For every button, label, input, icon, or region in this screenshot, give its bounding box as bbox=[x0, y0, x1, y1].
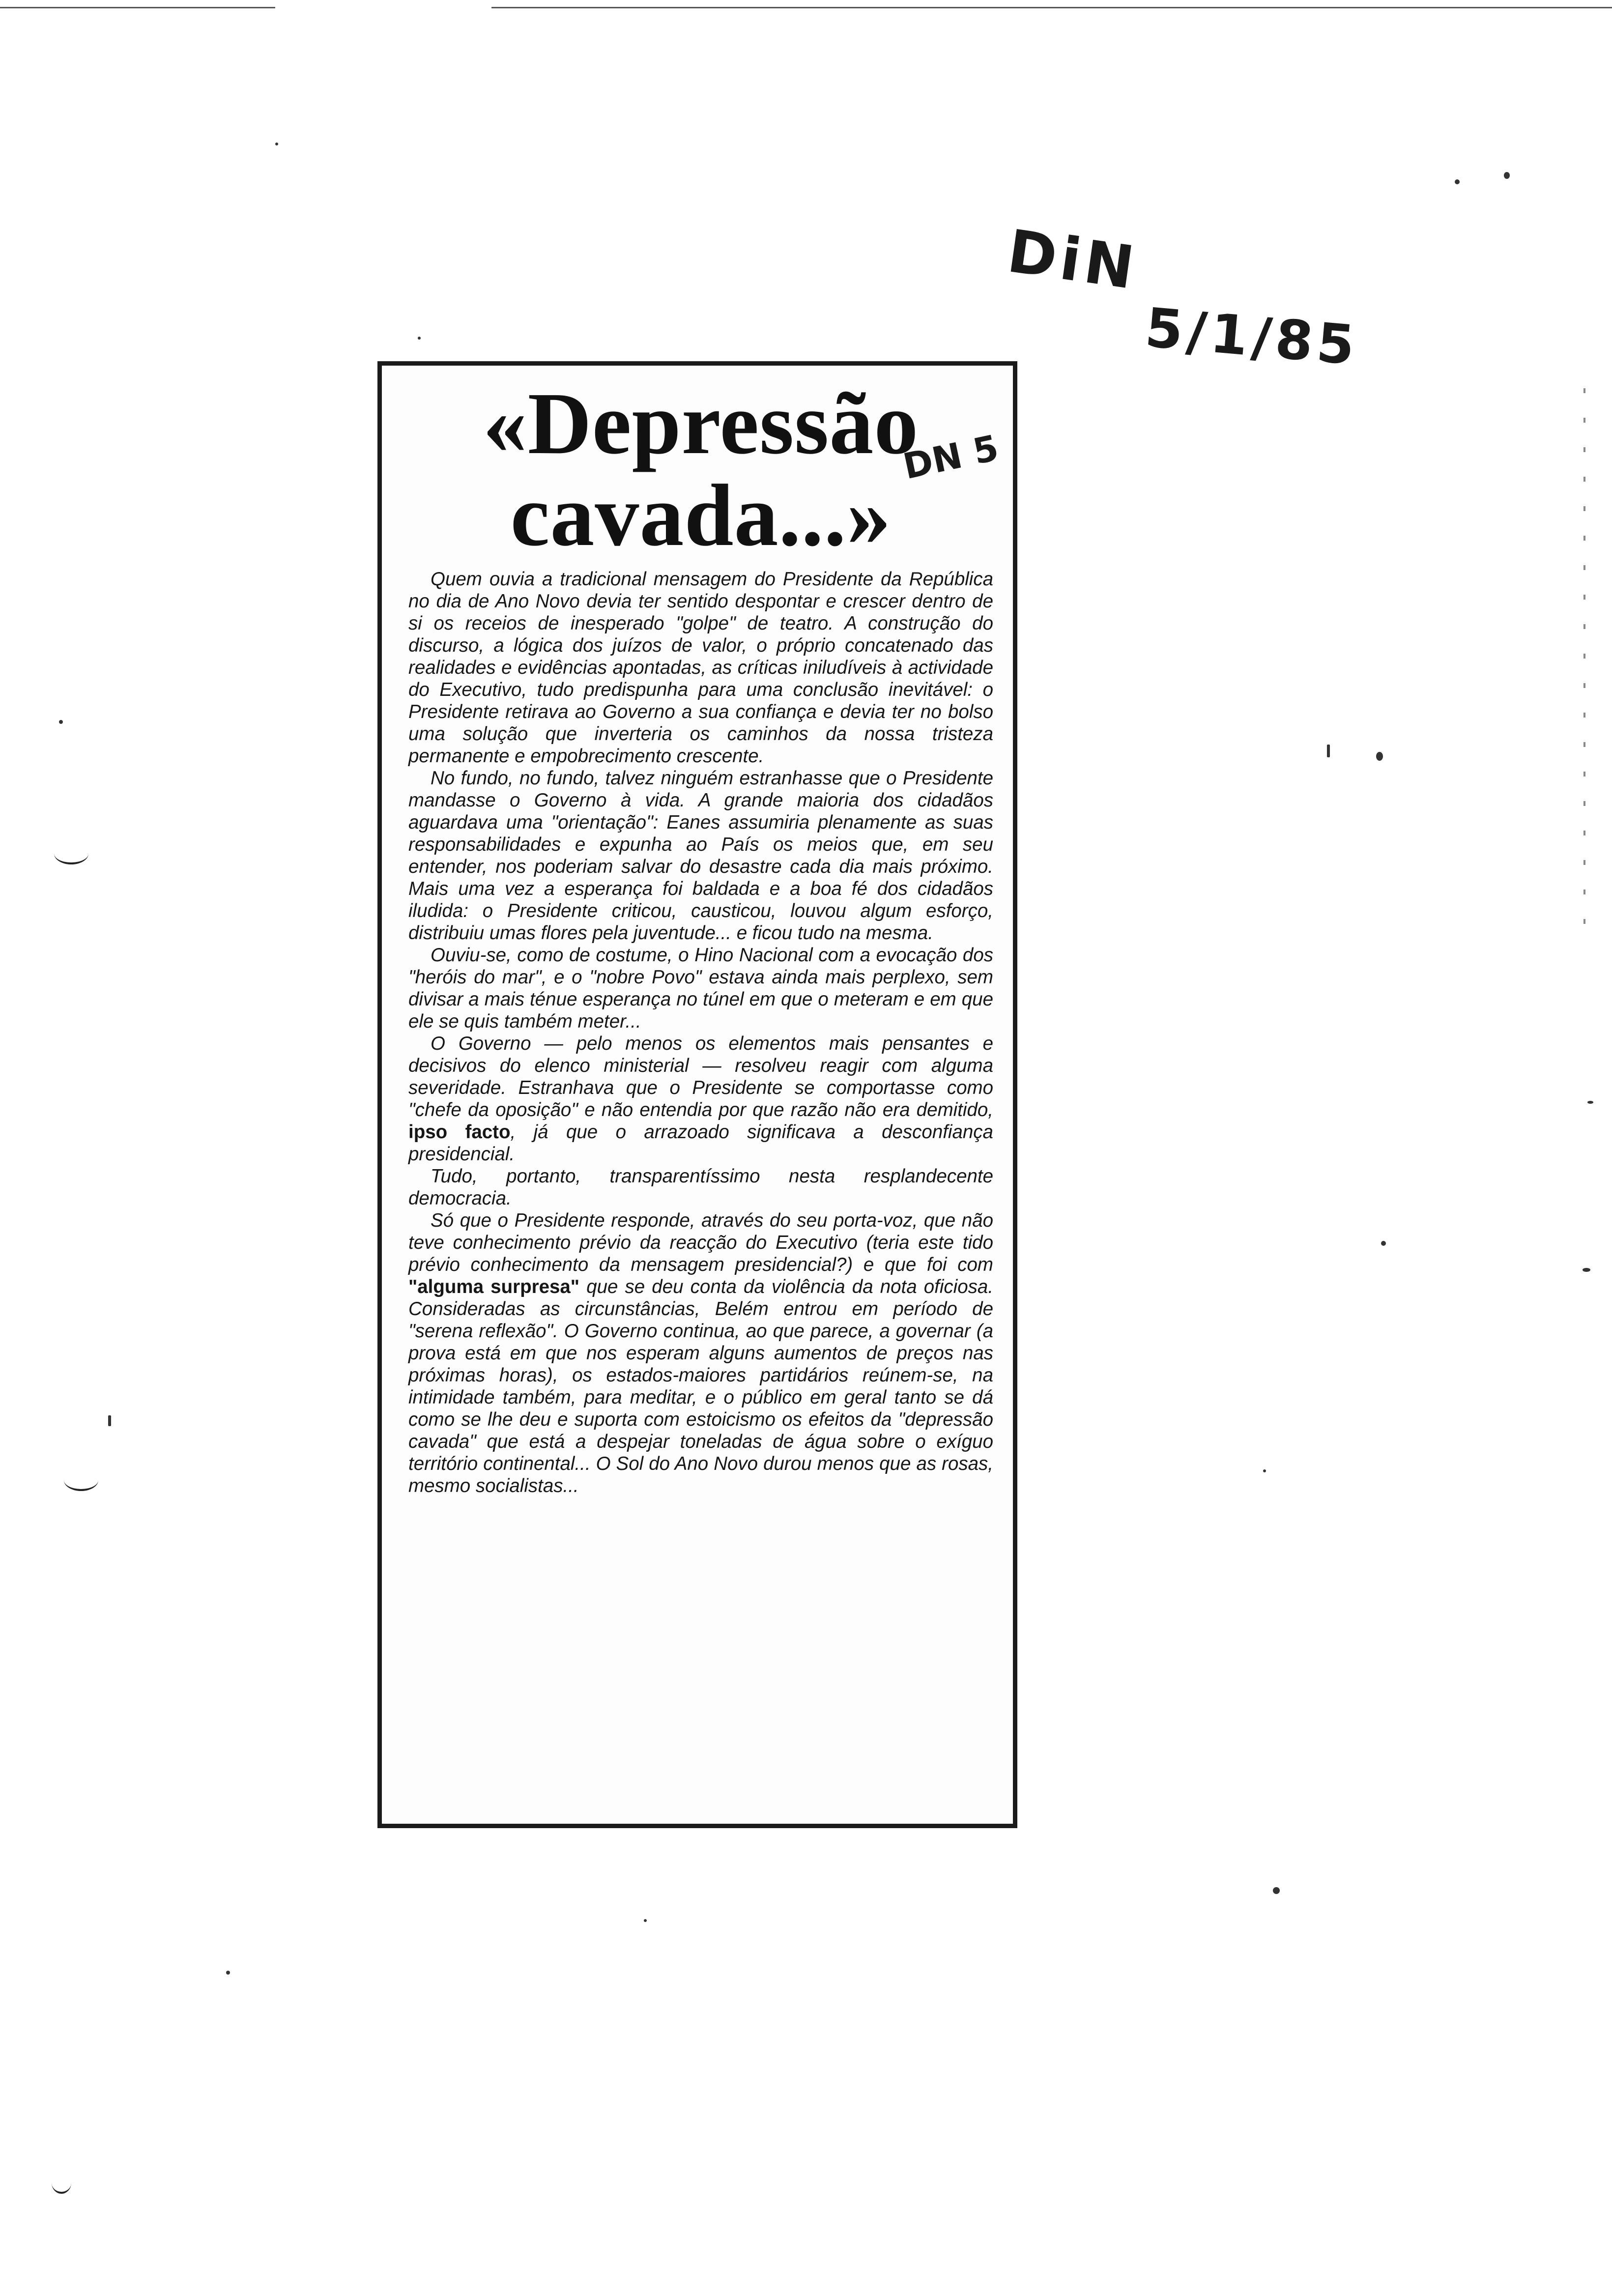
scan-speck bbox=[1376, 752, 1383, 761]
scan-speck bbox=[1455, 179, 1460, 184]
article-paragraph-6 bbox=[408, 1209, 993, 1497]
scan-speck bbox=[1381, 1241, 1386, 1246]
article-paragraph-4: O Governo — pelo menos os elementos mais pensantes e decisivos do elenco ministerial — resolveu reagir com alguma severidade. Estranhava que o Presidente se comportasse como "chefe da oposição" e não entendia por que razão não era demitido, ipso facto, já que o arrazoado significava a desconfiança presidencial. bbox=[408, 1033, 993, 1165]
scan-binding-marks bbox=[1583, 388, 1585, 929]
scan-margin-arc-1 bbox=[54, 843, 88, 864]
headline-line-2: cavada...» bbox=[510, 466, 892, 565]
emphasis-alguma-surpresa: "alguma surpresa" bbox=[408, 1276, 580, 1298]
scan-speck bbox=[226, 1971, 230, 1975]
scan-margin-arc-2 bbox=[64, 1469, 98, 1491]
scan-speck bbox=[1327, 745, 1330, 757]
scan-speck bbox=[1587, 1101, 1593, 1104]
scan-speck bbox=[275, 143, 278, 145]
handwritten-initials: DN 5 bbox=[899, 427, 1002, 488]
scan-speck bbox=[108, 1415, 111, 1426]
newspaper-clipping bbox=[377, 361, 1017, 1828]
scan-speck bbox=[1583, 1268, 1590, 1272]
scan-speck bbox=[59, 720, 63, 724]
paragraph-6-text-end: que se deu conta da violência da nota oficiosa. Consideradas as circunstâncias, Belém entrou em período de "serena reflexão". O Governo continua, ao que parece, a governar (a prova está em que nos esperam alguns aumentos de preços nas próximas horas), os estados-maiores partidários reúnem-se, na intimidade também, para meditar, e o público em geral tanto se dá como se lhe deu e suporta com estoicismo os efeitos da "depressão cavada" que está a despejar toneladas de água sobre o exíguo território continental... O Sol do Ano Novo durou menos que as rosas, mesmo socialistas... bbox=[408, 1276, 994, 1497]
handwritten-date-note: 5/1/85 bbox=[1143, 296, 1361, 377]
handwritten-source-note: DiN bbox=[1003, 217, 1142, 303]
emphasis-ipso-facto: ipso facto bbox=[408, 1121, 511, 1143]
article-paragraph-1: Quem ouvia a tradicional mensagem do Presidente da República no dia de Ano Novo devia ter sentido despontar e crescer dentro de si os receios de inesperado "golpe" de teatro. A construção do discurso, a lógica dos juízos de valor, o próprio concatenado das realidades e evidências apontadas, as críticas iniludíveis à actividade do Executivo, tudo predispunha para uma conclusão inevitável: o Presidente retirava ao Governo a sua confiança e devia ter no bolso uma solução que inverteria os caminhos da nossa tristeza permanente e empobrecimento crescente. bbox=[408, 569, 993, 767]
article-paragraph-5: Tudo, portanto, transparentíssimo nesta resplandecente democracia. bbox=[408, 1166, 993, 1209]
scan-speck bbox=[644, 1919, 647, 1922]
headline-line-1: «Depressão bbox=[483, 374, 919, 472]
scan-margin-arc-3 bbox=[52, 2172, 71, 2194]
article-paragraph-3: Ouviu-se, como de costume, o Hino Nacional com a evocação dos "heróis do mar", e o "nobre Povo" estava ainda mais perplexo, sem divisar a mais ténue esperança no túnel em que o meteram e em que ele se quis também meter... bbox=[408, 945, 993, 1033]
paragraph-4-text-start: O Governo — pelo menos os elementos mais pensantes e decisivos do elenco ministerial — resolveu reagir com alguma severidade. Estranhava que o Presidente se comportasse como "chefe da oposição" e não entendia por que razão não era demitido, bbox=[408, 1033, 993, 1121]
scan-top-rule-right bbox=[491, 7, 1612, 8]
article-body bbox=[408, 568, 993, 1497]
scan-speck bbox=[1504, 172, 1510, 179]
scan-speck bbox=[1273, 1887, 1280, 1894]
scan-speck bbox=[1263, 1469, 1266, 1472]
paragraph-4-text-end: já que o arrazoado significava a desconfiança presidencial. bbox=[408, 1121, 993, 1165]
article-paragraph-2: No fundo, no fundo, talvez ninguém estranhasse que o Presidente mandasse o Governo à vida. A grande maioria dos cidadãos aguardava uma "orientação": Eanes assumiria plenamente as suas responsabilidades e expunha ao País os meios que, em seu entender, nos poderiam salvar do desastre cada dia mais próximo. Mais uma vez a esperança foi baldada e a boa fé dos cidadãos iludida: o Presidente criticou, causticou, louvou algum esforço, distribuiu umas flores pela juventude... e ficou tudo na mesma. bbox=[408, 768, 993, 944]
scan-speck bbox=[418, 337, 421, 340]
scan-top-rule-left bbox=[0, 7, 275, 8]
paragraph-6-text-start: Só que o Presidente responde, através do seu porta-voz, que não teve conhecimento prévio da reacção do Executivo (teria este tido prévio conhecimento da mensagem presidencial?) e que foi com bbox=[408, 1210, 993, 1276]
